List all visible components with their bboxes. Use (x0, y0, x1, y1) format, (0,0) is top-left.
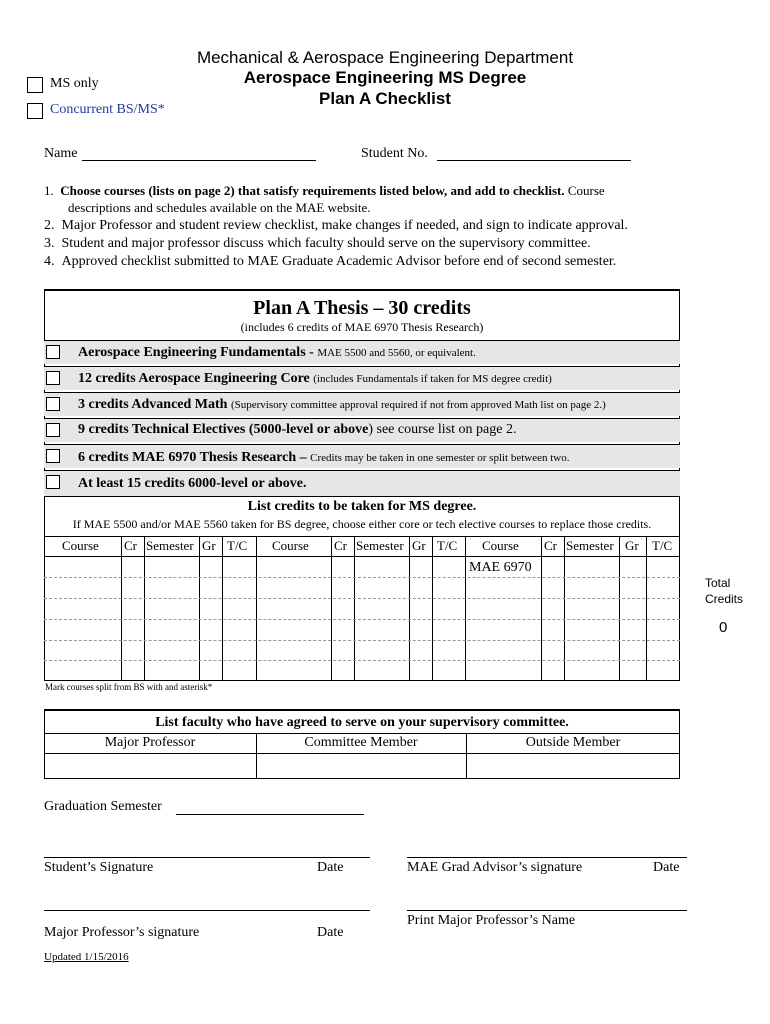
requirement-fundamentals: Aerospace Engineering Fundamentals - MAE 5500 and 5560, or equivalent. (78, 345, 476, 360)
student-date-label: Date (317, 860, 344, 875)
table-row (44, 598, 680, 599)
plan-box-title: Plan A Thesis – 30 credits (253, 297, 471, 319)
requirement-6000-level: At least 15 credits 6000-level or above. (78, 476, 307, 491)
requirement-math: 3 credits Advanced Math (Supervisory committee approval required if not from approved Math list on page 2.) (78, 397, 606, 412)
instruction-3-text: Student and major professor discuss which faculty should serve on the supervisory committee. (61, 236, 591, 251)
graduation-semester-label: Graduation Semester (44, 799, 162, 814)
col-semester: Semester (566, 538, 614, 553)
table-row (44, 640, 680, 641)
table-header-bottom (44, 556, 680, 557)
committee-title: List faculty who have agreed to serve on your supervisory committee. (155, 715, 569, 730)
col-cr: Cr (544, 538, 557, 553)
ms-only-label: MS only (50, 76, 99, 91)
major-professor-signature-label: Major Professor’s signature (44, 925, 200, 940)
table-row (44, 660, 680, 661)
list-credits-note: If MAE 5500 and/or MAE 5560 taken for BS degree, choose either core or tech elective courses to replace those credits. (72, 517, 652, 531)
requirement-checkbox[interactable] (46, 423, 60, 437)
instruction-3-num: 3. (44, 236, 55, 251)
requirement-checkbox[interactable] (46, 449, 60, 463)
print-major-professor-field[interactable] (407, 910, 687, 911)
instruction-1-cont: descriptions and schedules available on the MAE website. (68, 200, 371, 215)
committee-member-field[interactable] (257, 754, 465, 778)
requirement-checkbox[interactable] (46, 397, 60, 411)
major-professor-date-label: Date (317, 925, 344, 940)
total-credits-value: 0 (719, 619, 728, 636)
print-major-professor-label: Print Major Professor’s Name (407, 913, 576, 928)
col-tc: T/C (652, 538, 673, 553)
concurrent-checkbox[interactable] (27, 103, 43, 119)
requirement-checkbox[interactable] (46, 345, 60, 359)
instruction-3 (44, 236, 591, 252)
updated-date: Updated 1/15/2016 (44, 951, 129, 963)
col-committee-member: Committee Member (304, 735, 418, 750)
student-signature-label: Student’s Signature (44, 860, 154, 875)
col-major-professor: Major Professor (104, 735, 196, 750)
col-semester: Semester (356, 538, 404, 553)
plan-box-subtitle: (includes 6 credits of MAE 6970 Thesis Research) (240, 320, 484, 334)
requirement-thesis: 6 credits MAE 6970 Thesis Research – Credits may be taken in one semester or split between two. (78, 450, 570, 465)
advisor-date-label: Date (653, 860, 680, 875)
requirement-core: 12 credits Aerospace Engineering Core (includes Fundamentals if taken for MS degree credit) (78, 371, 552, 386)
instruction-1-bold: Choose courses (lists on page 2) that satisfy requirements listed below, and add to checklist. (60, 183, 565, 198)
requirement-checkbox[interactable] (46, 371, 60, 385)
col-tc: T/C (437, 538, 458, 553)
col-tc: T/C (227, 538, 248, 553)
col-gr: Gr (625, 538, 639, 553)
instruction-4-text: Approved checklist submitted to MAE Graduate Academic Advisor before end of second semester. (61, 254, 617, 269)
total-label-line1: Total (705, 576, 731, 590)
instruction-1-num: 1. (44, 183, 54, 198)
student-signature-field[interactable] (44, 857, 370, 858)
instruction-4 (44, 254, 616, 270)
major-professor-field[interactable] (45, 754, 255, 778)
split-note: Mark courses split from BS with and asterisk* (45, 682, 213, 692)
col-gr: Gr (412, 538, 426, 553)
committee-header-top (44, 733, 680, 734)
col-course: Course (482, 538, 519, 553)
advisor-signature-label: MAE Grad Advisor’s signature (407, 860, 583, 875)
concurrent-label: Concurrent BS/MS* (50, 102, 165, 117)
requirement-checkbox[interactable] (46, 475, 60, 489)
major-professor-signature-field[interactable] (44, 910, 370, 911)
plan-title: Plan A Checklist (319, 89, 451, 108)
student-no-field[interactable] (437, 160, 631, 161)
department-title: Mechanical & Aerospace Engineering Department (196, 48, 574, 67)
table-row (44, 577, 680, 578)
instruction-1 (44, 183, 605, 199)
prefilled-course: MAE 6970 (469, 560, 532, 575)
instruction-2-num: 2. (44, 218, 55, 233)
total-label-line2: Credits (705, 592, 744, 606)
col-course: Course (62, 538, 99, 553)
instruction-2 (44, 218, 628, 234)
table-header-top (44, 536, 680, 537)
col-semester: Semester (146, 538, 194, 553)
table-row (44, 619, 680, 620)
instruction-1-rest: Course (564, 183, 605, 198)
col-outside-member: Outside Member (525, 735, 621, 750)
instruction-4-num: 4. (44, 254, 55, 269)
degree-title: Aerospace Engineering MS Degree (243, 68, 527, 87)
advisor-signature-field[interactable] (407, 857, 687, 858)
graduation-semester-field[interactable] (176, 814, 364, 815)
name-field[interactable] (82, 160, 316, 161)
col-cr: Cr (124, 538, 137, 553)
outside-member-field[interactable] (467, 754, 679, 778)
col-course: Course (272, 538, 309, 553)
student-no-label: Student No. (361, 146, 428, 161)
ms-only-checkbox[interactable] (27, 77, 43, 93)
instruction-2-text: Major Professor and student review checklist, make changes if needed, and sign to indicate approval. (61, 218, 628, 233)
col-cr: Cr (334, 538, 347, 553)
requirement-electives: 9 credits Technical Electives (5000-level or above) see course list on page 2. (78, 422, 517, 437)
name-label: Name (44, 146, 78, 161)
col-gr: Gr (202, 538, 216, 553)
list-credits-title: List credits to be taken for MS degree. (247, 499, 477, 514)
